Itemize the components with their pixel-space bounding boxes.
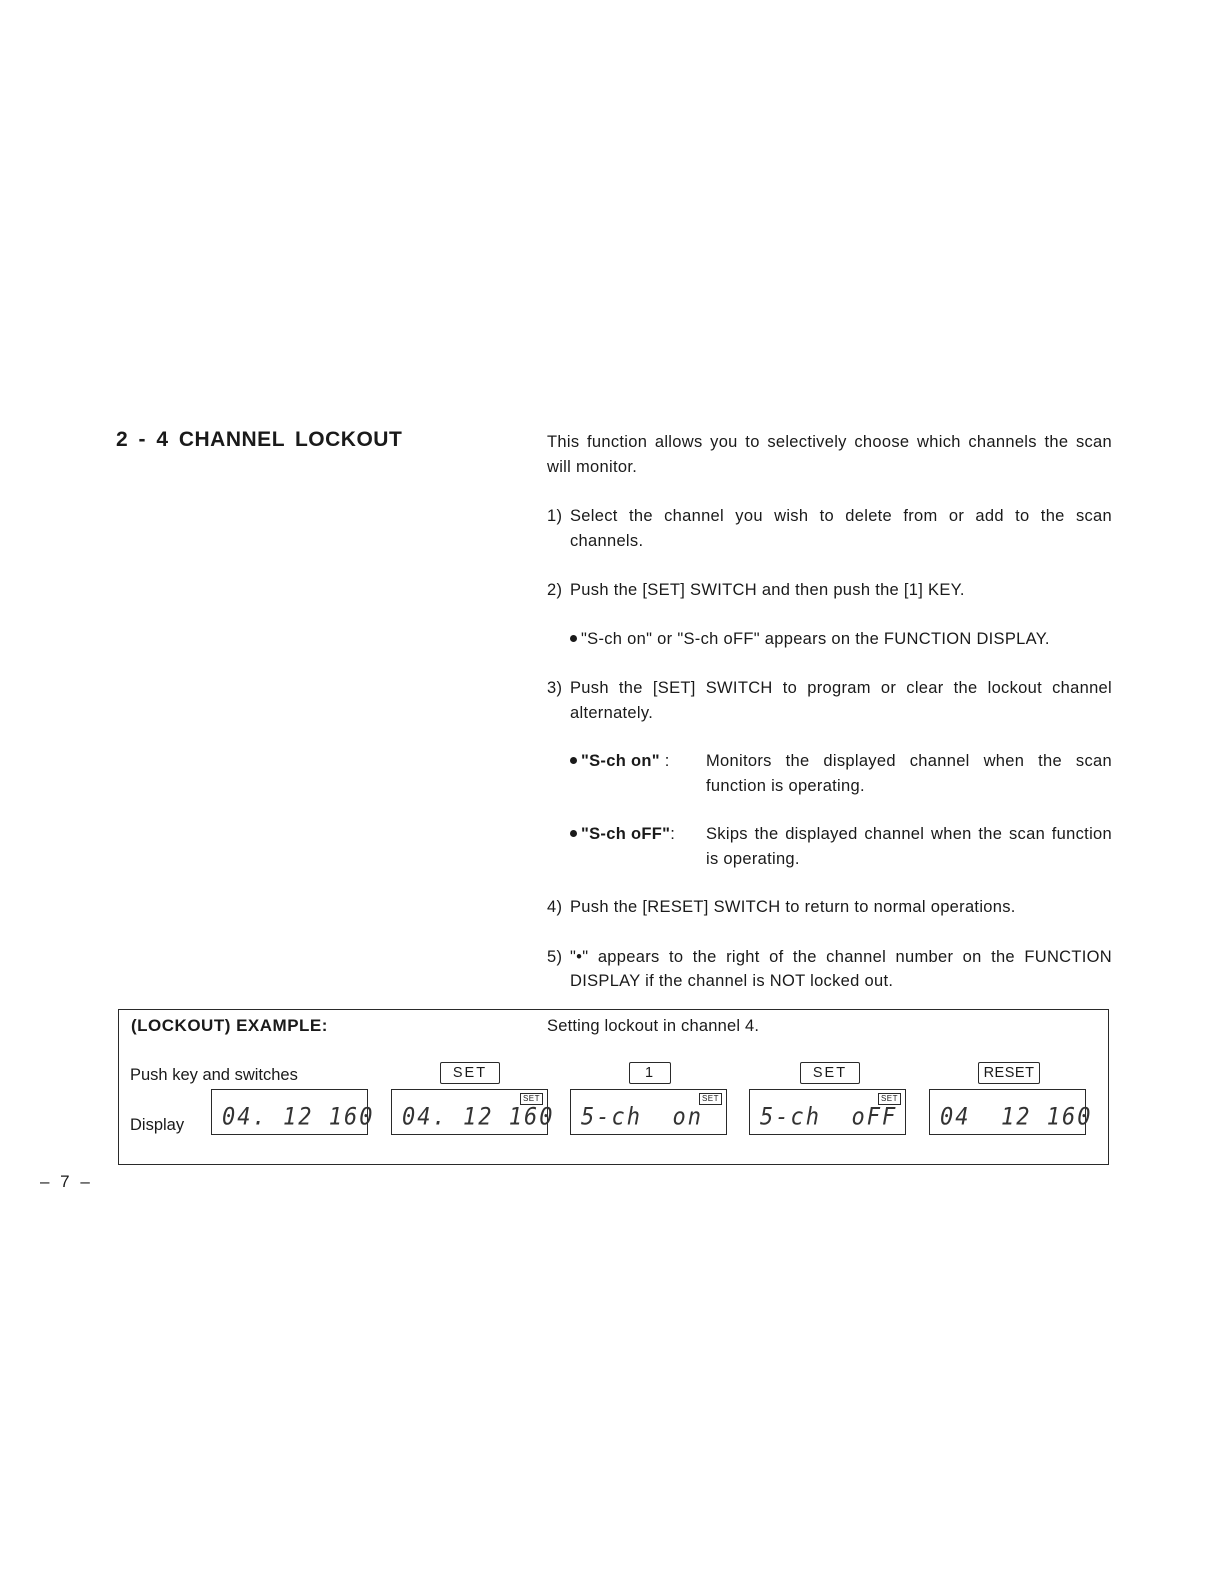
bullet-icon bbox=[570, 757, 577, 764]
definition-term bbox=[570, 749, 706, 798]
lcd-display-1 bbox=[211, 1089, 375, 1135]
body-column bbox=[547, 430, 1112, 994]
set-indicator: SET bbox=[878, 1093, 901, 1105]
definition-term bbox=[570, 822, 706, 871]
step-4 bbox=[547, 895, 1112, 920]
section-title: 2 - 4 CHANNEL LOCKOUT bbox=[116, 428, 403, 451]
definition-sch-on bbox=[547, 749, 1112, 798]
step-number: 2) bbox=[547, 581, 563, 599]
lcd-readout: 5-ch on bbox=[581, 1103, 703, 1131]
definition-description: Monitors the displayed channel when the scan function is operating. bbox=[706, 752, 1112, 795]
term-text: "S-ch oFF" bbox=[581, 825, 671, 843]
key-reset: RESET bbox=[978, 1062, 1040, 1084]
key-set: SET bbox=[440, 1062, 500, 1084]
step-2-bullet bbox=[547, 627, 1112, 652]
key-1: 1 bbox=[629, 1062, 671, 1084]
page-number: – 7 – bbox=[40, 1172, 93, 1191]
keys-row-label: Push key and switches bbox=[130, 1066, 298, 1084]
example-subtitle: Setting lockout in channel 4. bbox=[547, 1017, 760, 1035]
step-number: 5) bbox=[547, 947, 563, 966]
lcd-display-3 bbox=[570, 1089, 727, 1135]
step-text: Push the [SET] SWITCH to program or clear the lockout channel alternately. bbox=[570, 679, 1112, 722]
set-indicator: SET bbox=[520, 1093, 543, 1105]
lockout-example-box bbox=[118, 1009, 1109, 1165]
step-text: "•" appears to the right of the channel number on the FUNCTION DISPLAY if the channel is NOT locked out. bbox=[570, 947, 1112, 990]
step-3 bbox=[547, 676, 1112, 725]
lcd-readout: 04. 12 160 bbox=[222, 1103, 375, 1131]
example-title: (LOCKOUT) EXAMPLE: bbox=[131, 1016, 328, 1035]
bullet-icon bbox=[570, 830, 577, 837]
lcd-readout: 04 12 160 bbox=[940, 1103, 1093, 1131]
step-5 bbox=[547, 945, 1112, 994]
bullet-icon bbox=[570, 635, 577, 642]
step-number: 4) bbox=[547, 898, 563, 916]
term-colon: : bbox=[670, 825, 676, 843]
lcd-display-4 bbox=[749, 1089, 906, 1135]
term-text: "S-ch on" bbox=[581, 752, 660, 770]
lcd-readout: 04. 12 160 bbox=[402, 1103, 555, 1131]
step-number: 3) bbox=[547, 679, 563, 697]
lcd-readout: 5-ch oFF bbox=[760, 1103, 898, 1131]
bullet-text: "S-ch on" or "S-ch oFF" appears on the FUNCTION DISPLAY. bbox=[581, 629, 1050, 648]
key-set: SET bbox=[800, 1062, 860, 1084]
step-text: Push the [RESET] SWITCH to return to normal operations. bbox=[570, 898, 1016, 916]
definition-description: Skips the displayed channel when the scan function is operating. bbox=[706, 825, 1112, 868]
step-number: 1) bbox=[547, 507, 563, 525]
step-text: Push the [SET] SWITCH and then push the [1] KEY. bbox=[570, 581, 965, 599]
lcd-display-2 bbox=[391, 1089, 555, 1135]
set-indicator: SET bbox=[699, 1093, 722, 1105]
step-2 bbox=[547, 578, 1112, 603]
lcd-display-5 bbox=[929, 1089, 1093, 1135]
term-colon: : bbox=[659, 752, 670, 770]
step-text: Select the channel you wish to delete from or add to the scan channels. bbox=[570, 507, 1112, 550]
definition-sch-off bbox=[547, 822, 1112, 871]
display-row-label: Display bbox=[130, 1116, 185, 1134]
step-1 bbox=[547, 504, 1112, 553]
intro-paragraph: This function allows you to selectively choose which channels the scan will monitor. bbox=[547, 433, 1112, 476]
